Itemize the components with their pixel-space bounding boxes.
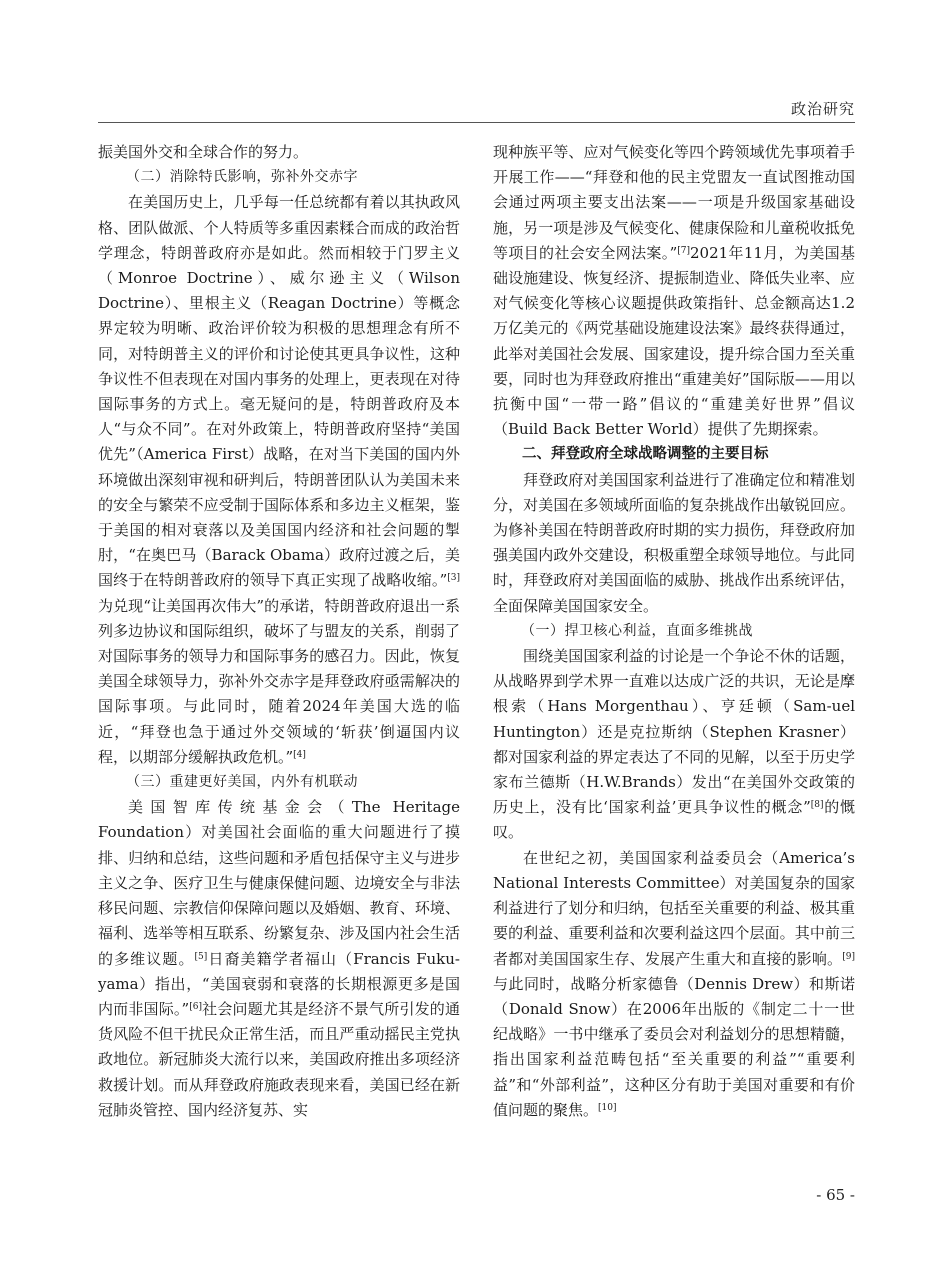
- citation-ref: [6]: [189, 1001, 202, 1012]
- section-heading: [493, 442, 855, 467]
- text: 在美国历史上，几乎每一任总统都有着以其执政风格、团队做派、个人特质等多重因素糅合而成的政治哲学理念，特朗普政府亦是如此。然而相较于门罗主义（Monroe Doctrine）、威尔逊主义（Wilson Doctrine）、里根主义（Reagan Doctrine）等概念界定较为明晰、政治评价较为积极的思想理念有所不同，对特朗普主义的评价和讨论使其更具争议性，这种争议性不但表现在对国内事务的处理上，更表现在对待国际事务的方式上。毫无疑问的是，特朗普政府及本人“与众不同”。在对外政策上，特朗普政府坚持“美国优先”（America First）战略，在对当下美国的国内外环境做出深刻审视和研判后，特朗普团队认为美国未来的安全与繁荣不应受制于国际体系和多边主义框架，鉴于美国的相对衰落以及美国国内经济和社会问题的掣肘，“在奥巴马（Barack Obama）政府过渡之后，美国终于在特朗普政府的领导下真正实现了战略收缩。”: [98, 193, 460, 590]
- citation-ref: [4]: [293, 749, 306, 760]
- text: 在世纪之初，美国国家利益委员会（America’s National Interests Committee）对美国复杂的国家利益进行了划分和归纳，包括至关重要的利益、极其重要的利益、重要利益和次要利益这四个层面。其中前三者都对美国国家生存、发展产生重大和直接的影响。: [493, 848, 855, 968]
- text: 振美国外交和全球合作的努力。: [98, 143, 309, 161]
- subsection-heading: [98, 770, 460, 795]
- citation-ref: [8]: [810, 800, 824, 811]
- subsection-heading: [493, 619, 855, 644]
- citation-ref: [5]: [194, 951, 208, 962]
- paragraph: [98, 190, 460, 770]
- text: 围绕美国国家利益的讨论是一个争论不休的话题，从战略界到学术界一直难以达成广泛的共识，无论是摩根索（Hans Morgenthau）、亨廷顿（Sam-uel Huntington）还是克拉斯纳（Stephen Krasner）都对国家利益的界定表达了不同的见解，以至于历史学家布兰德斯（H.W.Brands）发出“在美国外交政策的历史上，没有比‘国家利益’更具争议性的概念”: [493, 647, 855, 817]
- citation-ref: [3]: [447, 573, 460, 584]
- text: 社会问题尤其是经济不景气所引发的通货风险不但干扰民众正常生活，而且严重动摇民主党执政地位。新冠肺炎大流行以来，美国政府推出多项经济救援计划。而从拜登政府施政表现来看，美国已经在新冠肺炎管控、国内经济复苏、实: [98, 999, 460, 1119]
- paragraph: [98, 140, 460, 165]
- text: 美国智库传统基金会（The Heritage Foundation）对美国社会面临的重大问题进行了摸排、归纳和总结，这些问题和矛盾包括保守主义与进步主义之争、医疗卫生与健康保健问题、边境安全与非法移民问题、宗教信仰保障问题以及婚姻、教育、环境、福利、选举等相互联系、纷繁复杂、涉及国内社会生活的多维议题。: [98, 798, 460, 968]
- text: 2021年11月，为美国基础设施建设、恢复经济、提振制造业、降低失业率、应对气候变化等核心议题提供政策指针、总金额高达1.2万亿美元的《两党基础设施建设法案》最终获得通过，此举对美国社会发展、国家建设，提升综合国力至关重要，同时也为拜登政府推出“重建美好”国际版——用以抗衡中国“一带一路”倡议的“重建美好世界”倡议（Build Back Better World）提供了先期探索。: [493, 243, 856, 439]
- paragraph: [493, 846, 855, 1123]
- text: 日裔美籍学者福山（Francis Fuku-yama）指出，“美国衰弱和衰落的长期根源更多是国内而非国际。”: [98, 949, 460, 1018]
- citation-ref: [9]: [842, 951, 855, 962]
- left-column: [98, 140, 460, 1123]
- text: 现种族平等、应对气候变化等四个跨领域优先事项着手开展工作——“拜登和他的民主党盟友一直试图推动国会通过两项主要支出法案——一项是升级国家基础设施，另一项是涉及气候变化、健康保险和儿童税收抵免等项目的社会安全网法案。”: [493, 143, 855, 262]
- page-number: - 65 -: [816, 1186, 855, 1204]
- paragraph: [493, 140, 855, 442]
- paragraph: [493, 644, 855, 846]
- text: （三）重建更好美国，内外有机联动: [126, 774, 358, 791]
- paragraph: [98, 795, 460, 1123]
- text: （一）捍卫核心利益，直面多维挑战: [521, 622, 753, 639]
- text: （二）消除特氏影响，弥补外交赤字: [126, 169, 358, 186]
- paragraph: [493, 468, 855, 619]
- text: 与此同时，战略分析家德鲁（Dennis Drew）和斯诺（Donald Snow）在2006年出版的《制定二十一世纪战略》一书中继承了委员会对利益划分的思想精髓，指出国家利益范畴包括“至关重要的利益”“重要利益”和“外部利益”，这种区分有助于美国对重要和有价值问题的聚焦。: [493, 974, 855, 1119]
- text: 的慨叹。: [493, 798, 855, 842]
- text: 二、拜登政府全球战略调整的主要目标: [522, 446, 769, 463]
- citation-ref: [7]: [677, 245, 691, 256]
- right-column: [493, 140, 855, 1123]
- text: 拜登政府对美国国家利益进行了准确定位和精准划分，对美国在多领域所面临的复杂挑战作出敏锐回应。为修补美国在特朗普政府时期的实力损伤，拜登政府加强美国内政外交建设，积极重塑全球领导地位。与此同时，拜登政府对美国面临的威胁、挑战作出系统评估，全面保障美国国家安全。: [493, 470, 855, 615]
- text: 为兑现“让美国再次伟大”的承诺，特朗普政府退出一系列多边协议和国际组织，破坏了与盟友的关系，削弱了对国际事务的领导力和国际事务的感召力。因此，恢复美国全球领导力，弥补外交赤字是拜登政府亟需解决的国际事项。与此同时，随着2024年美国大选的临近，“拜登也急于通过外交领域的‘斩获’倒逼国内议程，以期部分缓解执政危机。”: [98, 596, 460, 766]
- citation-ref: [10]: [598, 1102, 617, 1113]
- running-head: 政治研究: [790, 100, 855, 118]
- subsection-heading: [98, 165, 460, 190]
- header-rule: [98, 122, 855, 123]
